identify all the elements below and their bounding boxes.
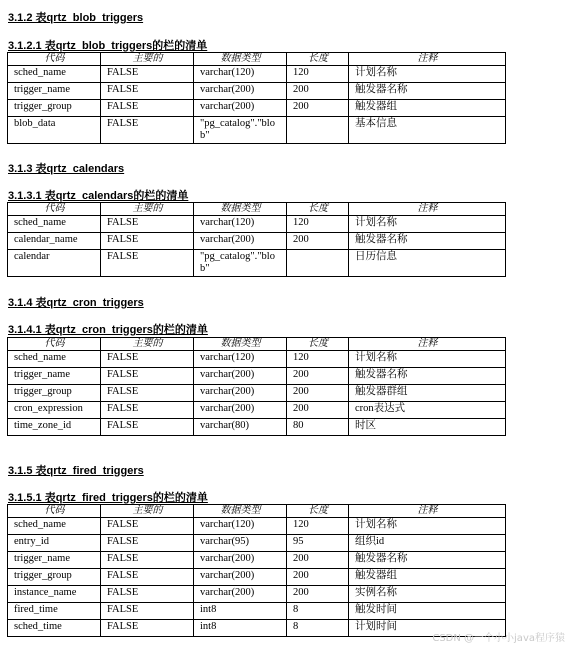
table-cell: sched_name	[8, 518, 101, 535]
table-cell: 200	[287, 569, 349, 586]
table-cell: instance_name	[8, 586, 101, 603]
table-row	[8, 66, 506, 83]
table-cell: 实例名称	[349, 586, 506, 603]
section-heading-blob-triggers: 3.1.2 表qrtz_blob_triggers	[8, 12, 144, 24]
subsection-heading-cron-triggers-columns: 3.1.4.1 表qrtz_cron_triggers的栏的清单	[8, 324, 208, 336]
table-row	[8, 552, 506, 569]
table-cell: sched_name	[8, 66, 101, 83]
table-cell	[287, 117, 349, 144]
table-cell: FALSE	[101, 620, 194, 637]
column-header: 数据类型	[194, 505, 287, 518]
table-cell: FALSE	[101, 552, 194, 569]
columns-table-fired-triggers	[7, 504, 506, 637]
table-cell: 120	[287, 216, 349, 233]
table-header-row	[8, 338, 506, 351]
columns-table-blob-triggers	[7, 52, 506, 144]
table-cell: int8	[194, 620, 287, 637]
section-heading-cron-triggers: 3.1.4 表qrtz_cron_triggers	[8, 297, 144, 309]
table-cell: varchar(200)	[194, 233, 287, 250]
subsection-heading-blob-triggers-columns: 3.1.2.1 表qrtz_blob_triggers的栏的清单	[8, 40, 208, 52]
table-cell: 120	[287, 351, 349, 368]
table-cell: 计划时间	[349, 620, 506, 637]
table-row	[8, 83, 506, 100]
table-row	[8, 368, 506, 385]
table-cell: calendar	[8, 250, 101, 277]
table-cell: trigger_group	[8, 569, 101, 586]
table-cell: 触发时间	[349, 603, 506, 620]
column-header: 主要的	[101, 338, 194, 351]
table-row	[8, 535, 506, 552]
table-cell: FALSE	[101, 351, 194, 368]
table-cell: FALSE	[101, 216, 194, 233]
table-cell: 触发器组	[349, 569, 506, 586]
table-cell: 触发器名称	[349, 83, 506, 100]
table-cell: 80	[287, 419, 349, 436]
table-row	[8, 569, 506, 586]
column-header: 数据类型	[194, 203, 287, 216]
column-header: 代码	[8, 203, 101, 216]
table-cell: varchar(120)	[194, 518, 287, 535]
table-cell: FALSE	[101, 100, 194, 117]
table-cell: varchar(200)	[194, 368, 287, 385]
table-cell: 时区	[349, 419, 506, 436]
column-header: 注释	[349, 203, 506, 216]
column-header: 长度	[287, 505, 349, 518]
table-cell: calendar_name	[8, 233, 101, 250]
table-cell: trigger_name	[8, 552, 101, 569]
table-cell: 200	[287, 100, 349, 117]
table-row	[8, 419, 506, 436]
table-header-row	[8, 505, 506, 518]
table-cell: 200	[287, 233, 349, 250]
table-cell: 触发器名称	[349, 552, 506, 569]
table-cell: varchar(200)	[194, 385, 287, 402]
section-heading-fired-triggers: 3.1.5 表qrtz_fired_triggers	[8, 465, 144, 477]
table-header-row	[8, 53, 506, 66]
table-cell: 200	[287, 552, 349, 569]
table-cell: 触发器名称	[349, 368, 506, 385]
table-cell: FALSE	[101, 535, 194, 552]
table-cell: 200	[287, 385, 349, 402]
column-header: 长度	[287, 53, 349, 66]
column-header: 注释	[349, 53, 506, 66]
table-row	[8, 100, 506, 117]
subsection-heading-calendars-columns: 3.1.3.1 表qrtz_calendars的栏的清单	[8, 190, 189, 202]
table-cell: FALSE	[101, 66, 194, 83]
table-cell: 触发器名称	[349, 233, 506, 250]
table-row	[8, 385, 506, 402]
table-cell: 计划名称	[349, 351, 506, 368]
table-row	[8, 351, 506, 368]
table-row	[8, 402, 506, 419]
table-cell: sched_name	[8, 216, 101, 233]
table-cell: 计划名称	[349, 216, 506, 233]
subsection-heading-fired-triggers-columns: 3.1.5.1 表qrtz_fired_triggers的栏的清单	[8, 492, 208, 504]
table-cell: 8	[287, 603, 349, 620]
table-cell: varchar(120)	[194, 66, 287, 83]
table-cell: sched_name	[8, 351, 101, 368]
table-cell: sched_time	[8, 620, 101, 637]
table-row	[8, 603, 506, 620]
table-cell: FALSE	[101, 419, 194, 436]
table-cell: varchar(200)	[194, 83, 287, 100]
table-cell: FALSE	[101, 250, 194, 277]
table-cell: varchar(120)	[194, 216, 287, 233]
table-cell: FALSE	[101, 603, 194, 620]
table-cell: trigger_name	[8, 83, 101, 100]
table-cell: FALSE	[101, 117, 194, 144]
table-cell: time_zone_id	[8, 419, 101, 436]
table-cell: blob_data	[8, 117, 101, 144]
table-header-row	[8, 203, 506, 216]
table-cell: 200	[287, 402, 349, 419]
table-row	[8, 586, 506, 603]
table-cell: cron表达式	[349, 402, 506, 419]
table-cell: entry_id	[8, 535, 101, 552]
table-cell: 触发器组	[349, 100, 506, 117]
column-header: 主要的	[101, 203, 194, 216]
table-cell: 200	[287, 83, 349, 100]
table-cell: FALSE	[101, 586, 194, 603]
column-header: 数据类型	[194, 338, 287, 351]
column-header: 长度	[287, 203, 349, 216]
column-header: 长度	[287, 338, 349, 351]
table-cell: varchar(200)	[194, 100, 287, 117]
column-header: 代码	[8, 505, 101, 518]
table-cell: FALSE	[101, 368, 194, 385]
table-cell: trigger_group	[8, 100, 101, 117]
table-cell: FALSE	[101, 83, 194, 100]
table-row	[8, 518, 506, 535]
table-cell: varchar(200)	[194, 402, 287, 419]
table-cell: 200	[287, 586, 349, 603]
column-header: 注释	[349, 505, 506, 518]
table-cell: 组织id	[349, 535, 506, 552]
table-row	[8, 216, 506, 233]
table-cell: "pg_catalog"."blob"	[194, 250, 287, 277]
table-row	[8, 233, 506, 250]
table-cell: 200	[287, 368, 349, 385]
table-cell: 120	[287, 518, 349, 535]
column-header: 主要的	[101, 53, 194, 66]
column-header: 代码	[8, 338, 101, 351]
table-cell: "pg_catalog"."blob"	[194, 117, 287, 144]
table-cell: cron_expression	[8, 402, 101, 419]
table-row	[8, 250, 506, 277]
table-cell: varchar(95)	[194, 535, 287, 552]
table-cell: FALSE	[101, 518, 194, 535]
table-row	[8, 620, 506, 637]
table-cell: 日历信息	[349, 250, 506, 277]
table-cell: 计划名称	[349, 518, 506, 535]
table-cell: int8	[194, 603, 287, 620]
table-cell: trigger_name	[8, 368, 101, 385]
table-cell: 95	[287, 535, 349, 552]
table-cell: 8	[287, 620, 349, 637]
column-header: 注释	[349, 338, 506, 351]
columns-table-cron-triggers	[7, 337, 506, 436]
table-cell: varchar(120)	[194, 351, 287, 368]
watermark: CSDN @一个小小java程序猿	[432, 633, 565, 644]
table-cell	[287, 250, 349, 277]
table-cell: varchar(80)	[194, 419, 287, 436]
columns-table-calendars	[7, 202, 506, 277]
table-row	[8, 117, 506, 144]
table-cell: varchar(200)	[194, 552, 287, 569]
section-heading-calendars: 3.1.3 表qrtz_calendars	[8, 163, 125, 175]
table-cell: FALSE	[101, 233, 194, 250]
table-cell: FALSE	[101, 402, 194, 419]
table-cell: 触发器群组	[349, 385, 506, 402]
column-header: 代码	[8, 53, 101, 66]
table-cell: FALSE	[101, 569, 194, 586]
table-cell: fired_time	[8, 603, 101, 620]
table-cell: 计划名称	[349, 66, 506, 83]
column-header: 数据类型	[194, 53, 287, 66]
table-cell: trigger_group	[8, 385, 101, 402]
column-header: 主要的	[101, 505, 194, 518]
table-cell: varchar(200)	[194, 569, 287, 586]
table-cell: varchar(200)	[194, 586, 287, 603]
table-cell: 基本信息	[349, 117, 506, 144]
table-cell: 120	[287, 66, 349, 83]
table-cell: FALSE	[101, 385, 194, 402]
